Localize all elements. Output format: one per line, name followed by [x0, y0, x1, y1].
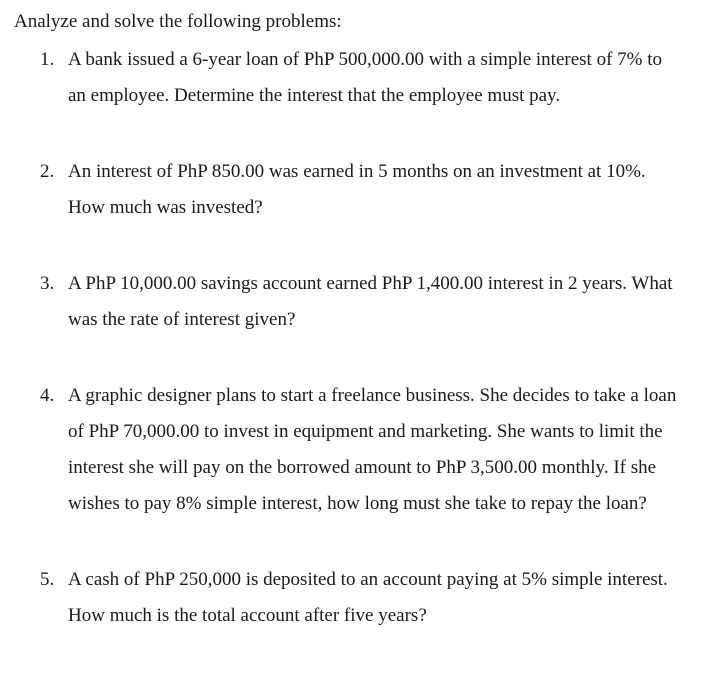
- problem-text-line: An interest of PhP 850.00 was earned in 5 months on an investment at 10%.: [68, 161, 646, 182]
- problem-text: [68, 562, 702, 634]
- problem-text-line: of PhP 70,000.00 to invest in equipment and marketing. She wants to limit the: [68, 421, 663, 442]
- problem-number: 3.: [40, 273, 55, 294]
- problem-text-line: wishes to pay 8% simple interest, how long must she take to repay the loan?: [68, 493, 647, 514]
- problem-number: 4.: [40, 385, 55, 406]
- problem-text-line: How much is the total account after five years?: [68, 605, 427, 626]
- problem-text-line: A graphic designer plans to start a freelance business. She decides to take a loan: [68, 385, 677, 406]
- problem-text-line: A bank issued a 6-year loan of PhP 500,000.00 with a simple interest of 7% to: [68, 49, 663, 70]
- problem-number: 2.: [40, 161, 55, 182]
- problem-text-line: was the rate of interest given?: [68, 309, 296, 330]
- problem-text: [68, 378, 702, 522]
- problem-text: [68, 42, 702, 114]
- problem-text-line: How much was invested?: [68, 197, 263, 218]
- problem-number: 1.: [40, 49, 55, 70]
- problem-text: [68, 154, 702, 226]
- problem-text-line: an employee. Determine the interest that the employee must pay.: [68, 85, 561, 106]
- problem-text: [68, 266, 702, 338]
- instructions-heading: Analyze and solve the following problems:: [14, 11, 342, 32]
- problem-number: 5.: [40, 569, 55, 590]
- problem-text-line: interest she will pay on the borrowed amount to PhP 3,500.00 monthly. If she: [68, 457, 657, 478]
- problem-text-line: A cash of PhP 250,000 is deposited to an account paying at 5% simple interest.: [68, 569, 668, 590]
- problem-text-line: A PhP 10,000.00 savings account earned PhP 1,400.00 interest in 2 years. What: [68, 273, 673, 294]
